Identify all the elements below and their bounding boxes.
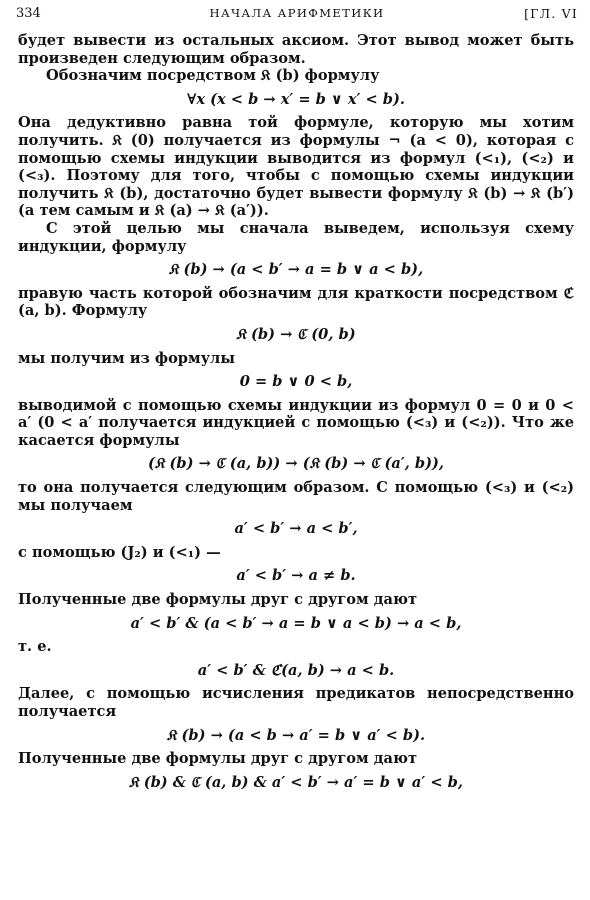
paragraph: то она получается следующим образом. С помощью (<₃) и (<₂) мы получаем <box>18 479 574 514</box>
formula: 𝔎 (b) → ℭ (0, b) <box>236 325 356 343</box>
page-header <box>16 4 578 26</box>
paragraph: мы получим из формулы <box>18 349 235 367</box>
paragraph: Обозначим посредством 𝔎 (b) формулу <box>46 67 380 85</box>
paragraph: с помощью (J₂) и (<₁) — <box>18 543 221 561</box>
paragraph: Полученные две формулы друг с другом дают <box>18 750 417 768</box>
paragraph: правую часть которой обозначим для краткости посредством ℭ (a, b). Формулу <box>18 284 574 320</box>
formula: ∀x (x < b → x′ = b ∨ x′ < b). <box>186 90 405 108</box>
paragraph: выводимой с помощью схемы индукции из формул 0 = 0 и 0 < a′ (0 < a′ получается индукцией с помощью (<₃) и (<₂)). Что же касается формулы <box>18 396 574 449</box>
paragraph: Полученные две формулы друг с другом дают <box>18 591 417 609</box>
running-title: НАЧАЛА АРИФМЕТИКИ <box>209 6 385 20</box>
paragraph: С этой целью мы сначала выведем, используя схему индукции, формулу <box>18 219 574 255</box>
paragraph: Она дедуктивно равна той формуле, которую мы хотим получить. 𝔎 (0) получается из формулы ¬ (a < 0), которая с помощью схемы индукции выводится из формул (<₁), (<₂) и (<₃). Поэтому для того, чтобы с помощью схемы индукции получить 𝔎 (b), достаточно будет вывести формулу 𝔎 (b) → 𝔎 (b′) (а тем самым и 𝔎 (a) → 𝔎 (a′)). <box>18 114 574 220</box>
formula: a′ < b′ → a < b′, <box>234 520 358 538</box>
chapter-marker: [ГЛ. VI <box>524 6 578 21</box>
paragraph: т. е. <box>18 638 52 656</box>
formula: a′ < b′ & ℭ(a, b) → a < b. <box>197 661 395 679</box>
paragraph: будет вывести из остальных аксиом. Этот вывод может быть произведен следующим образом. <box>18 32 574 67</box>
formula: 𝔎 (b) → (a < b′ → a = b ∨ a < b), <box>168 261 424 279</box>
formula: 0 = b ∨ 0 < b, <box>239 373 353 391</box>
formula: 𝔎 (b) → (a < b → a′ = b ∨ a′ < b). <box>166 726 426 744</box>
paragraph: Далее, с помощью исчисления предикатов непосредственно получается <box>18 685 574 720</box>
page-number: 334 <box>16 6 41 21</box>
formula: 𝔎 (b) & ℭ (a, b) & a′ < b′ → a′ = b ∨ a′ < b, <box>129 773 463 791</box>
formula: a′ < b′ → a ≠ b. <box>236 567 356 585</box>
formula: (𝔎 (b) → ℭ (a, b)) → (𝔎 (b) → ℭ (a′, b)), <box>148 455 444 473</box>
page-body <box>18 32 574 797</box>
formula: a′ < b′ & (a < b′ → a = b ∨ a < b) → a < b, <box>130 614 462 632</box>
